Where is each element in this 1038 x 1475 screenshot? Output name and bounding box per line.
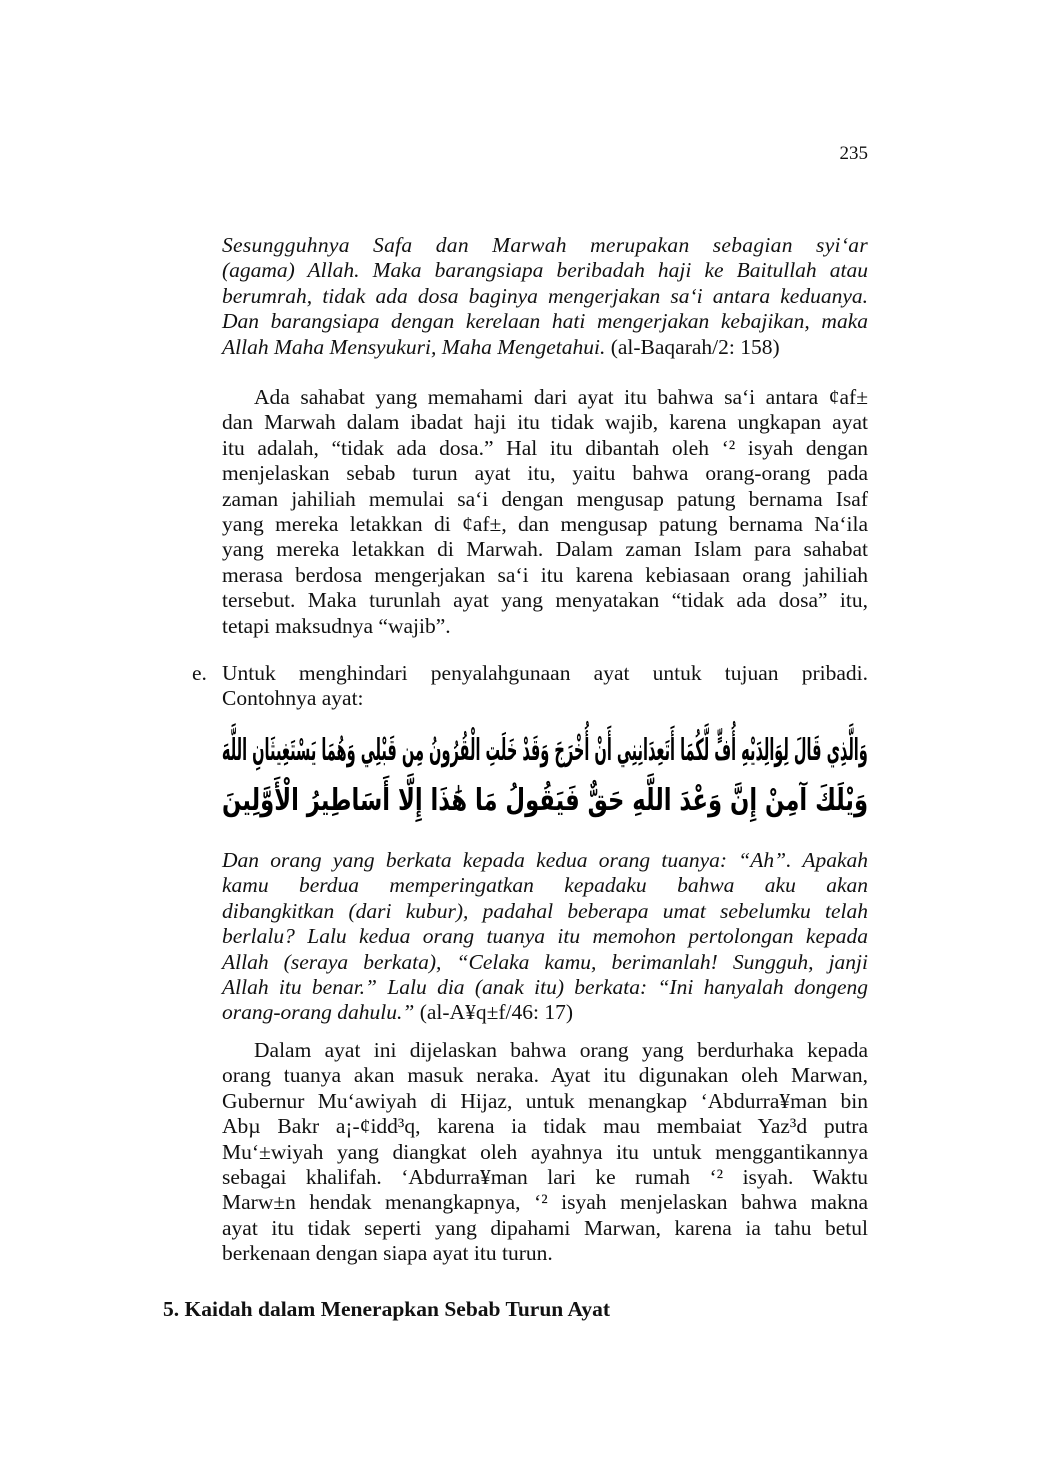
text-line: berlalu? Lalu kedua orang tuanya itu memohon pertolongan kepada: [222, 924, 868, 949]
text-line: zaman jahiliah memulai sa‘i dengan mengusap patung bernama Isaf: [222, 486, 868, 511]
text-line: yang mereka letakkan di ¢af±, dan mengusap patung bernama Na‘ila: [222, 512, 868, 537]
text-line-last: Contohnya ayat:: [222, 686, 364, 711]
text-line-last: [222, 1000, 868, 1025]
text-line: ayat itu tidak seperti yang dipahami Marwan, karena ia tahu betul: [222, 1215, 868, 1240]
arabic-verse-line-2: وَيْلَكَ آمِنْ إِنَّ وَعْدَ اللَّهِ حَقٌّ فَيَقُولُ مَا هَٰذَا إِلَّا أَسَاطِيرُ الْأَوَّلِينَ: [221, 783, 868, 818]
text-line: Mu‘±wiyah yang diangkat oleh ayahnya itu untuk menggantikannya: [222, 1139, 868, 1164]
text-line: dan Marwah dalam ibadat haji itu tidak wajib, karena ungkapan ayat: [222, 410, 868, 435]
body-paragraph-1: [222, 385, 868, 639]
text-line: berumrah, tidak ada dosa baginya mengerjakan sa‘i antara keduanya.: [222, 283, 868, 308]
text-line: itu adalah, “tidak ada dosa.” Hal itu dibantah oleh ‘² isyah dengan: [222, 435, 868, 460]
text-line: dibangkitkan (dari kubur), padahal beberapa umat sebelumku telah: [222, 898, 868, 923]
arabic-verse-line-1: وَالَّذِي قَالَ لِوَالِدَيْهِ أُفٍّ لَّكُمَا أَتَعِدَانِنِي أَنْ أُخْرَجَ وَقَدْ خَلَتِ الْقُرُونُ مِن قَبْلِي وَهُمَا يَسْتَغِيثَانِ اللَّهَ: [222, 733, 868, 768]
text-line: Dan barangsiapa dengan kerelaan hati mengerjakan kebajikan, maka: [222, 309, 868, 334]
quran-translation-quote-2: [222, 848, 868, 1026]
text-line: yang mereka letakkan di Marwah. Dalam zaman Islam para sahabat: [222, 537, 868, 562]
arabic-verse: [222, 727, 868, 833]
text-line: (agama) Allah. Maka barangsiapa beribadah haji ke Baitullah atau: [222, 258, 868, 283]
text-line: Allah (seraya berkata), “Celaka kamu, berimanlah! Sungguh, janji: [222, 949, 868, 974]
list-item-e: [222, 661, 868, 712]
body-paragraph-2: [222, 1038, 868, 1267]
text-line: menjelaskan sebab turun ayat itu, yaitu bahwa orang-orang pada: [222, 461, 868, 486]
text-line: Ada sahabat yang memahami dari ayat itu bahwa sa‘i antara ¢af±: [254, 385, 868, 409]
text-line: Dan orang yang berkata kepada kedua orang tuanya: “Ah”. Apakah: [222, 848, 868, 872]
text-line-last: berkenaan dengan siapa ayat itu turun.: [222, 1241, 553, 1266]
text-line: tersebut. Maka turunlah ayat yang menyatakan “tidak ada dosa” itu,: [222, 588, 868, 613]
verse-citation: (al-A¥q±f/46: 17): [414, 1000, 574, 1025]
text-line: Allah itu benar.” Lalu dia (anak itu) berkata: “Ini hanyalah dongeng: [222, 975, 868, 1000]
text-line: Abµ Bakr a¡-¢idd³q, karena ia tidak mau membaiat Yaz³d putra: [222, 1114, 868, 1139]
text-line: Marw±n hendak menangkapnya, ‘² isyah menjelaskan bahwa makna: [222, 1190, 868, 1215]
section-heading: 5. Kaidah dalam Menerapkan Sebab Turun Ayat: [163, 1297, 611, 1321]
text-line-last: tetapi maksudnya “wajib”.: [222, 613, 451, 638]
verse-citation: (al-Baqarah/2: 158): [605, 334, 780, 359]
list-marker: e.: [192, 661, 207, 685]
text-line: merasa berdosa mengerjakan sa‘i itu karena kebiasaan orang jahiliah: [222, 562, 868, 587]
text-line: sebagai khalifah. ‘Abdurra¥man lari ke rumah ‘² isyah. Waktu: [222, 1165, 868, 1190]
text-line: Gubernur Mu‘awiyah di Hijaz, untuk menangkap ‘Abdurra¥man bin: [222, 1088, 868, 1113]
text-line: Untuk menghindari penyalahgunaan ayat untuk tujuan pribadi.: [222, 661, 868, 685]
quote-text: Allah Maha Mensyukuri, Maha Mengetahui.: [222, 334, 606, 359]
text-line-last: [222, 335, 868, 360]
page-number: 235: [839, 143, 868, 164]
text-line: Dalam ayat ini dijelaskan bahwa orang yang berdurhaka kepada: [254, 1038, 868, 1062]
text-line: Sesungguhnya Safa dan Marwah merupakan sebagian syi‘ar: [222, 233, 868, 257]
quote-text: orang-orang dahulu.”: [222, 1000, 415, 1025]
quran-translation-quote-1: [222, 233, 868, 360]
text-line: orang tuanya akan masuk neraka. Ayat itu digunakan oleh Marwan,: [222, 1063, 868, 1088]
text-line: kamu berdua memperingatkan kepadaku bahwa aku akan: [222, 873, 868, 898]
